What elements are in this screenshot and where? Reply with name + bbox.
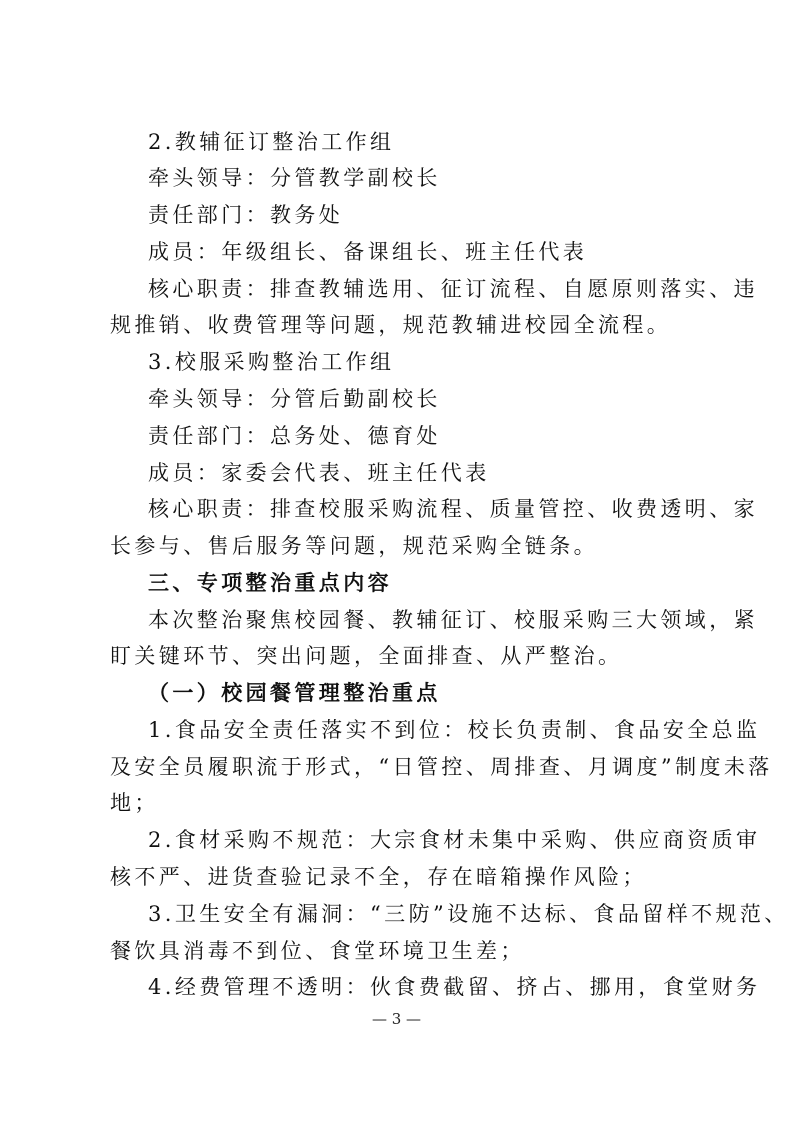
paragraph-line: 长参与、售后服务等问题，规范采购全链条。 xyxy=(110,534,598,558)
paragraph-line: 1.食品安全责任落实不到位：校长负责制、食品安全总监 xyxy=(148,718,761,742)
subsection-heading: （一）校园餐管理整治重点 xyxy=(148,680,441,705)
paragraph-line: 成员：家委会代表、班主任代表 xyxy=(148,461,490,485)
paragraph-line: 3.卫生安全有漏洞：“三防”设施不达标、食品留样不规范、 xyxy=(148,902,789,926)
paragraph-line: 本次整治聚焦校园餐、教辅征订、校服采购三大领域，紧 xyxy=(148,608,758,632)
paragraph-line: 核心职责：排查教辅选用、征订流程、自愿原则落实、违 xyxy=(148,277,758,301)
paragraph-line: 盯关键环节、突出问题，全面排查、从严整治。 xyxy=(110,644,623,668)
paragraph-line: 4.经费管理不透明：伙食费截留、挤占、挪用，食堂财务 xyxy=(148,975,761,999)
paragraph-line: 责任部门：教务处 xyxy=(148,203,344,227)
paragraph-line: 2.食材采购不规范：大宗食材未集中采购、供应商资质审 xyxy=(148,828,761,852)
paragraph-line: 及安全员履职流于形式，“日管控、周排查、月调度”制度未落 xyxy=(110,755,773,779)
page-number: — 3 — xyxy=(371,1010,422,1028)
paragraph-line: 牵头领导：分管后勤副校长 xyxy=(148,387,441,411)
paragraph-line: 核心职责：排查校服采购流程、质量管控、收费透明、家 xyxy=(148,497,758,521)
paragraph-line: 地； xyxy=(110,791,159,815)
paragraph-line: 规推销、收费管理等问题，规范教辅进校园全流程。 xyxy=(110,313,672,337)
paragraph-line: 核不严、进货查验记录不全，存在暗箱操作风险； xyxy=(110,865,647,889)
paragraph-line: 成员：年级组长、备课组长、班主任代表 xyxy=(148,240,588,264)
paragraph-line: 餐饮具消毒不到位、食堂环境卫生差； xyxy=(110,939,525,963)
paragraph-line: 责任部门：总务处、德育处 xyxy=(148,424,441,448)
paragraph-line: 2.教辅征订整治工作组 xyxy=(148,130,395,154)
paragraph-line: 牵头领导：分管教学副校长 xyxy=(148,166,441,190)
paragraph-line: 3.校服采购整治工作组 xyxy=(148,350,395,374)
section-heading: 三、专项整治重点内容 xyxy=(148,571,392,595)
